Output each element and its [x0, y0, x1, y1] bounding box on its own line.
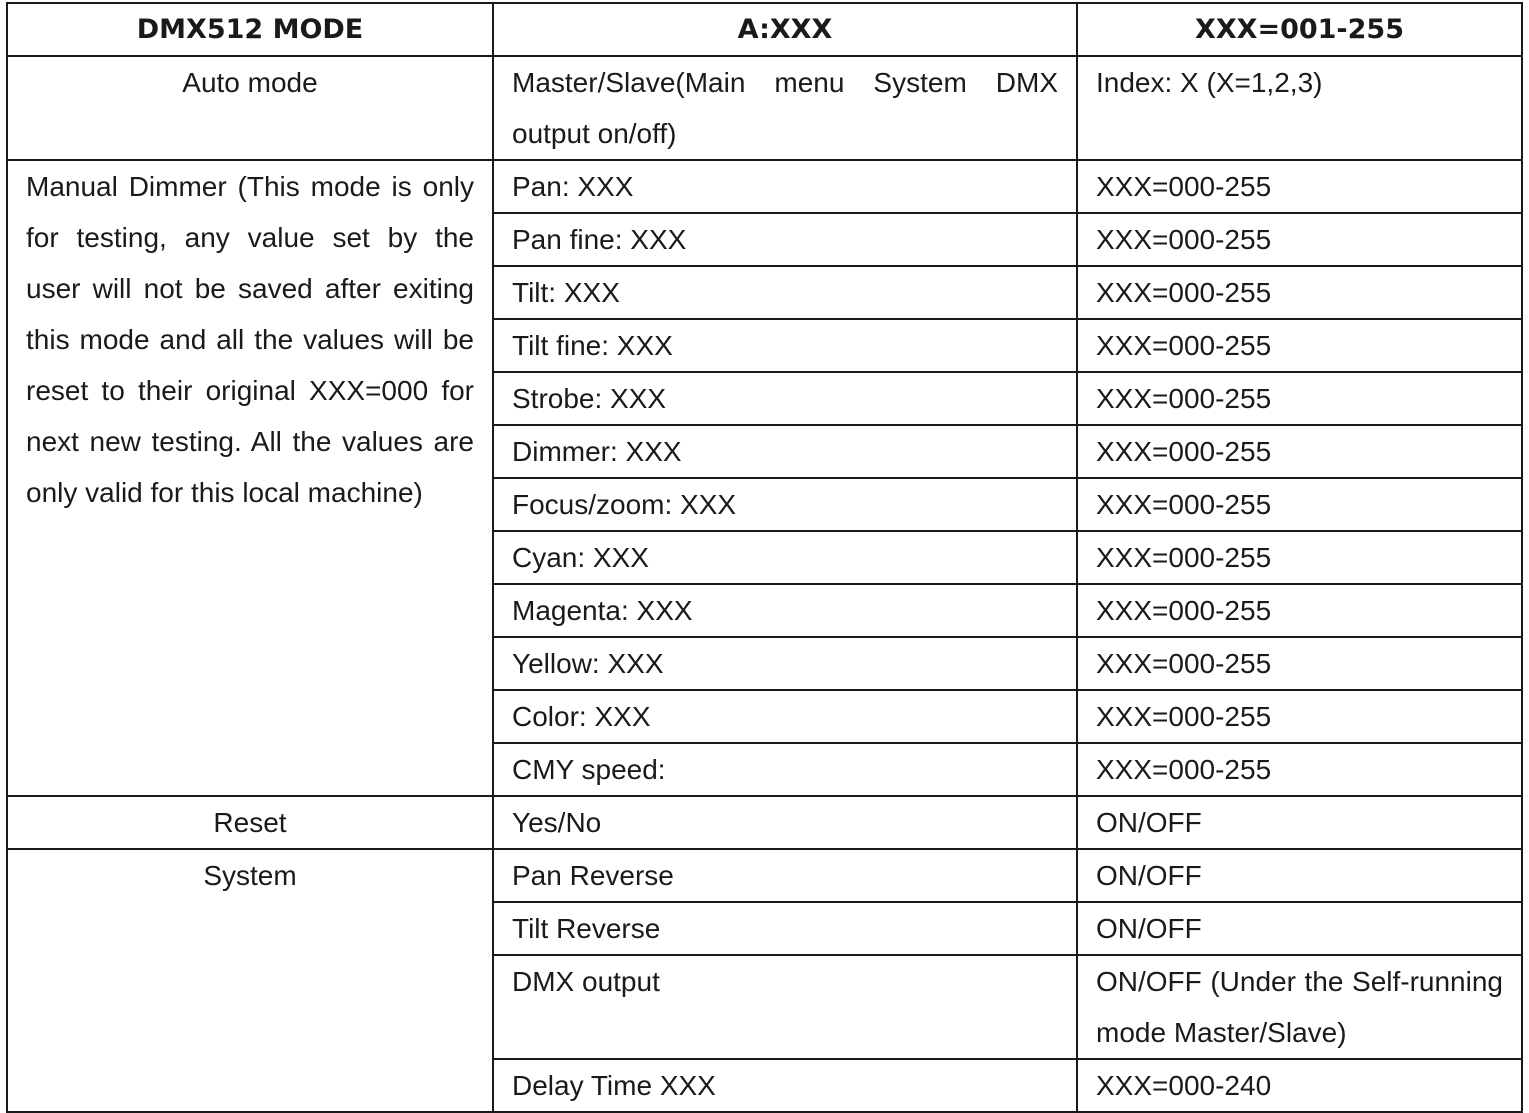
setting-cell: DMX output [493, 955, 1077, 1059]
value-cell: XXX=000-255 [1077, 213, 1522, 266]
mode-label-manual-dimmer: Manual Dimmer (This mode is only for testing, any value set by the user will not be saved after exiting this mode and all the values will be reset to their original XXX=000 for next new testing. All the values are only valid for this local machine) [7, 160, 493, 796]
setting-cell: Pan Reverse [493, 849, 1077, 902]
setting-cell: Dimmer: XXX [493, 425, 1077, 478]
value-cell: Index: X (X=1,2,3) [1077, 56, 1522, 160]
setting-cell: Tilt fine: XXX [493, 319, 1077, 372]
value-cell: XXX=000-255 [1077, 266, 1522, 319]
value-cell: ON/OFF [1077, 902, 1522, 955]
value-cell: XXX=000-255 [1077, 319, 1522, 372]
table-row [7, 160, 1522, 213]
setting-cell: Cyan: XXX [493, 531, 1077, 584]
value-cell: XXX=000-255 [1077, 531, 1522, 584]
value-cell: XXX=000-255 [1077, 743, 1522, 796]
setting-cell: Magenta: XXX [493, 584, 1077, 637]
setting-cell: Color: XXX [493, 690, 1077, 743]
setting-cell: Strobe: XXX [493, 372, 1077, 425]
table-row [7, 796, 1522, 849]
table-row [7, 56, 1522, 160]
setting-cell: Pan: XXX [493, 160, 1077, 213]
setting-cell: Tilt Reverse [493, 902, 1077, 955]
header-setting: A:XXX [493, 3, 1077, 56]
value-cell: XXX=000-255 [1077, 478, 1522, 531]
value-cell: ON/OFF [1077, 796, 1522, 849]
mode-label-reset: Reset [7, 796, 493, 849]
setting-cell: Delay Time XXX [493, 1059, 1077, 1112]
value-cell: XXX=000-255 [1077, 584, 1522, 637]
header-value: XXX=001-255 [1077, 3, 1522, 56]
value-cell: ON/OFF [1077, 849, 1522, 902]
mode-label-system: System [7, 849, 493, 1112]
value-cell: XXX=000-240 [1077, 1059, 1522, 1112]
table-row [7, 849, 1522, 902]
setting-cell: Focus/zoom: XXX [493, 478, 1077, 531]
table-header-row [7, 3, 1522, 56]
setting-cell: Yes/No [493, 796, 1077, 849]
value-cell: XXX=000-255 [1077, 425, 1522, 478]
setting-cell: CMY speed: [493, 743, 1077, 796]
setting-cell: Pan fine: XXX [493, 213, 1077, 266]
value-cell: ON/OFF (Under the Self-running mode Master/Slave) [1077, 955, 1522, 1059]
setting-cell: Yellow: XXX [493, 637, 1077, 690]
setting-cell: Master/Slave(Main menu System DMX output on/off) [493, 56, 1077, 160]
value-cell: XXX=000-255 [1077, 690, 1522, 743]
setting-cell: Tilt: XXX [493, 266, 1077, 319]
mode-label-auto: Auto mode [7, 56, 493, 160]
dmx512-mode-table [6, 2, 1523, 1113]
header-mode: DMX512 MODE [7, 3, 493, 56]
value-cell: XXX=000-255 [1077, 372, 1522, 425]
value-cell: XXX=000-255 [1077, 160, 1522, 213]
value-cell: XXX=000-255 [1077, 637, 1522, 690]
